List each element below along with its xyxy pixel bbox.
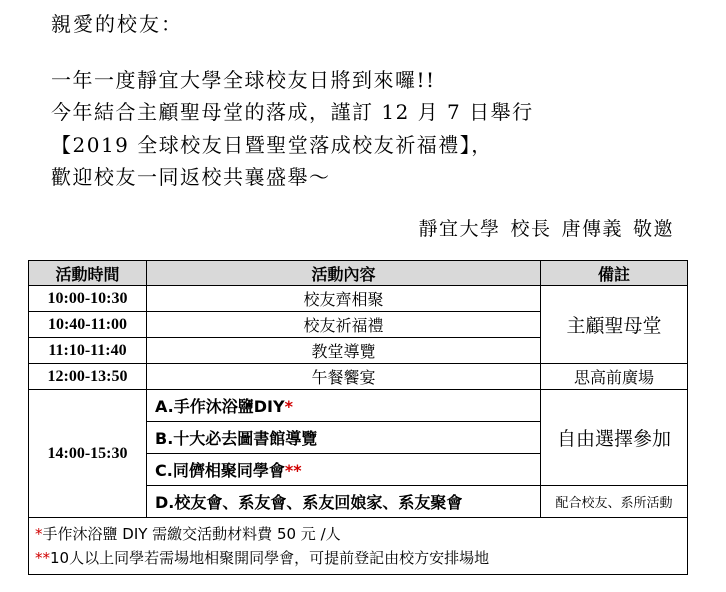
signature-title: 校長 <box>510 218 552 240</box>
table-row <box>29 390 688 422</box>
signature-closing: 敬邀 <box>632 218 674 240</box>
letter-line-4: 歡迎校友一同返校共襄盛舉～ <box>51 165 331 189</box>
content-cell <box>147 422 541 454</box>
item-a-mark: * <box>284 397 293 416</box>
letter-line-2: 今年結合主顧聖母堂的落成，謹訂 12 月 7 日舉行 <box>51 100 534 124</box>
note-cell: 配合校友、系所活動 <box>541 486 688 518</box>
signature-org: 靜宜大學 <box>418 218 501 240</box>
letter-line-3: 【2019 全球校友日暨聖堂落成校友祈福禮】， <box>51 133 493 157</box>
time-cell: 12:00-13:50 <box>29 364 147 390</box>
header-note: 備註 <box>541 261 688 286</box>
content-cell: 午餐饗宴 <box>147 364 541 390</box>
letter-line-1: 一年一度靜宜大學全球校友日將到來囉!! <box>51 68 436 92</box>
table-header-row <box>29 261 688 286</box>
footnote-2 <box>29 546 687 570</box>
footnote-cell <box>29 518 688 575</box>
time-cell: 11:10-11:40 <box>29 338 147 364</box>
table-row <box>29 364 688 390</box>
item-b: B.十大必去圖書館導覽 <box>155 429 318 448</box>
table-row <box>29 286 688 312</box>
item-c: C.同儕相聚同學會 <box>155 461 285 480</box>
schedule-table <box>28 260 688 575</box>
time-cell: 10:00-10:30 <box>29 286 147 312</box>
item-a: A.手作沐浴鹽DIY <box>155 397 285 416</box>
note-cell: 思高前廣場 <box>541 364 688 390</box>
header-time: 活動時間 <box>29 261 147 286</box>
footnote-1-text: 手作沐浴鹽 DIY 需繳交活動材料費 50 元 /人 <box>42 525 341 543</box>
header-content: 活動內容 <box>147 261 541 286</box>
time-cell: 14:00-15:30 <box>29 390 147 518</box>
footnote-1 <box>29 522 687 546</box>
item-c-mark: ** <box>284 461 302 480</box>
footnote-2-mark: ** <box>35 549 50 567</box>
content-cell <box>147 390 541 422</box>
content-cell: 教堂導覽 <box>147 338 541 364</box>
note-cell: 主顧聖母堂 <box>541 286 688 364</box>
content-cell <box>147 454 541 486</box>
signature <box>408 214 674 241</box>
note-cell: 自由選擇參加 <box>541 390 688 486</box>
content-cell: 校友齊相聚 <box>147 286 541 312</box>
greeting: 親愛的校友： <box>51 12 183 36</box>
footnote-2-text: 10人以上同學若需場地相聚開同學會，可提前登記由校方安排場地 <box>50 549 490 567</box>
time-cell: 10:40-11:00 <box>29 312 147 338</box>
footnote-row <box>29 518 688 575</box>
content-cell: D.校友會、系友會、系友回娘家、系友聚會 <box>147 486 541 518</box>
signature-name: 唐傳義 <box>561 218 623 240</box>
footnote-1-mark: * <box>35 525 43 543</box>
content-cell: 校友祈福禮 <box>147 312 541 338</box>
